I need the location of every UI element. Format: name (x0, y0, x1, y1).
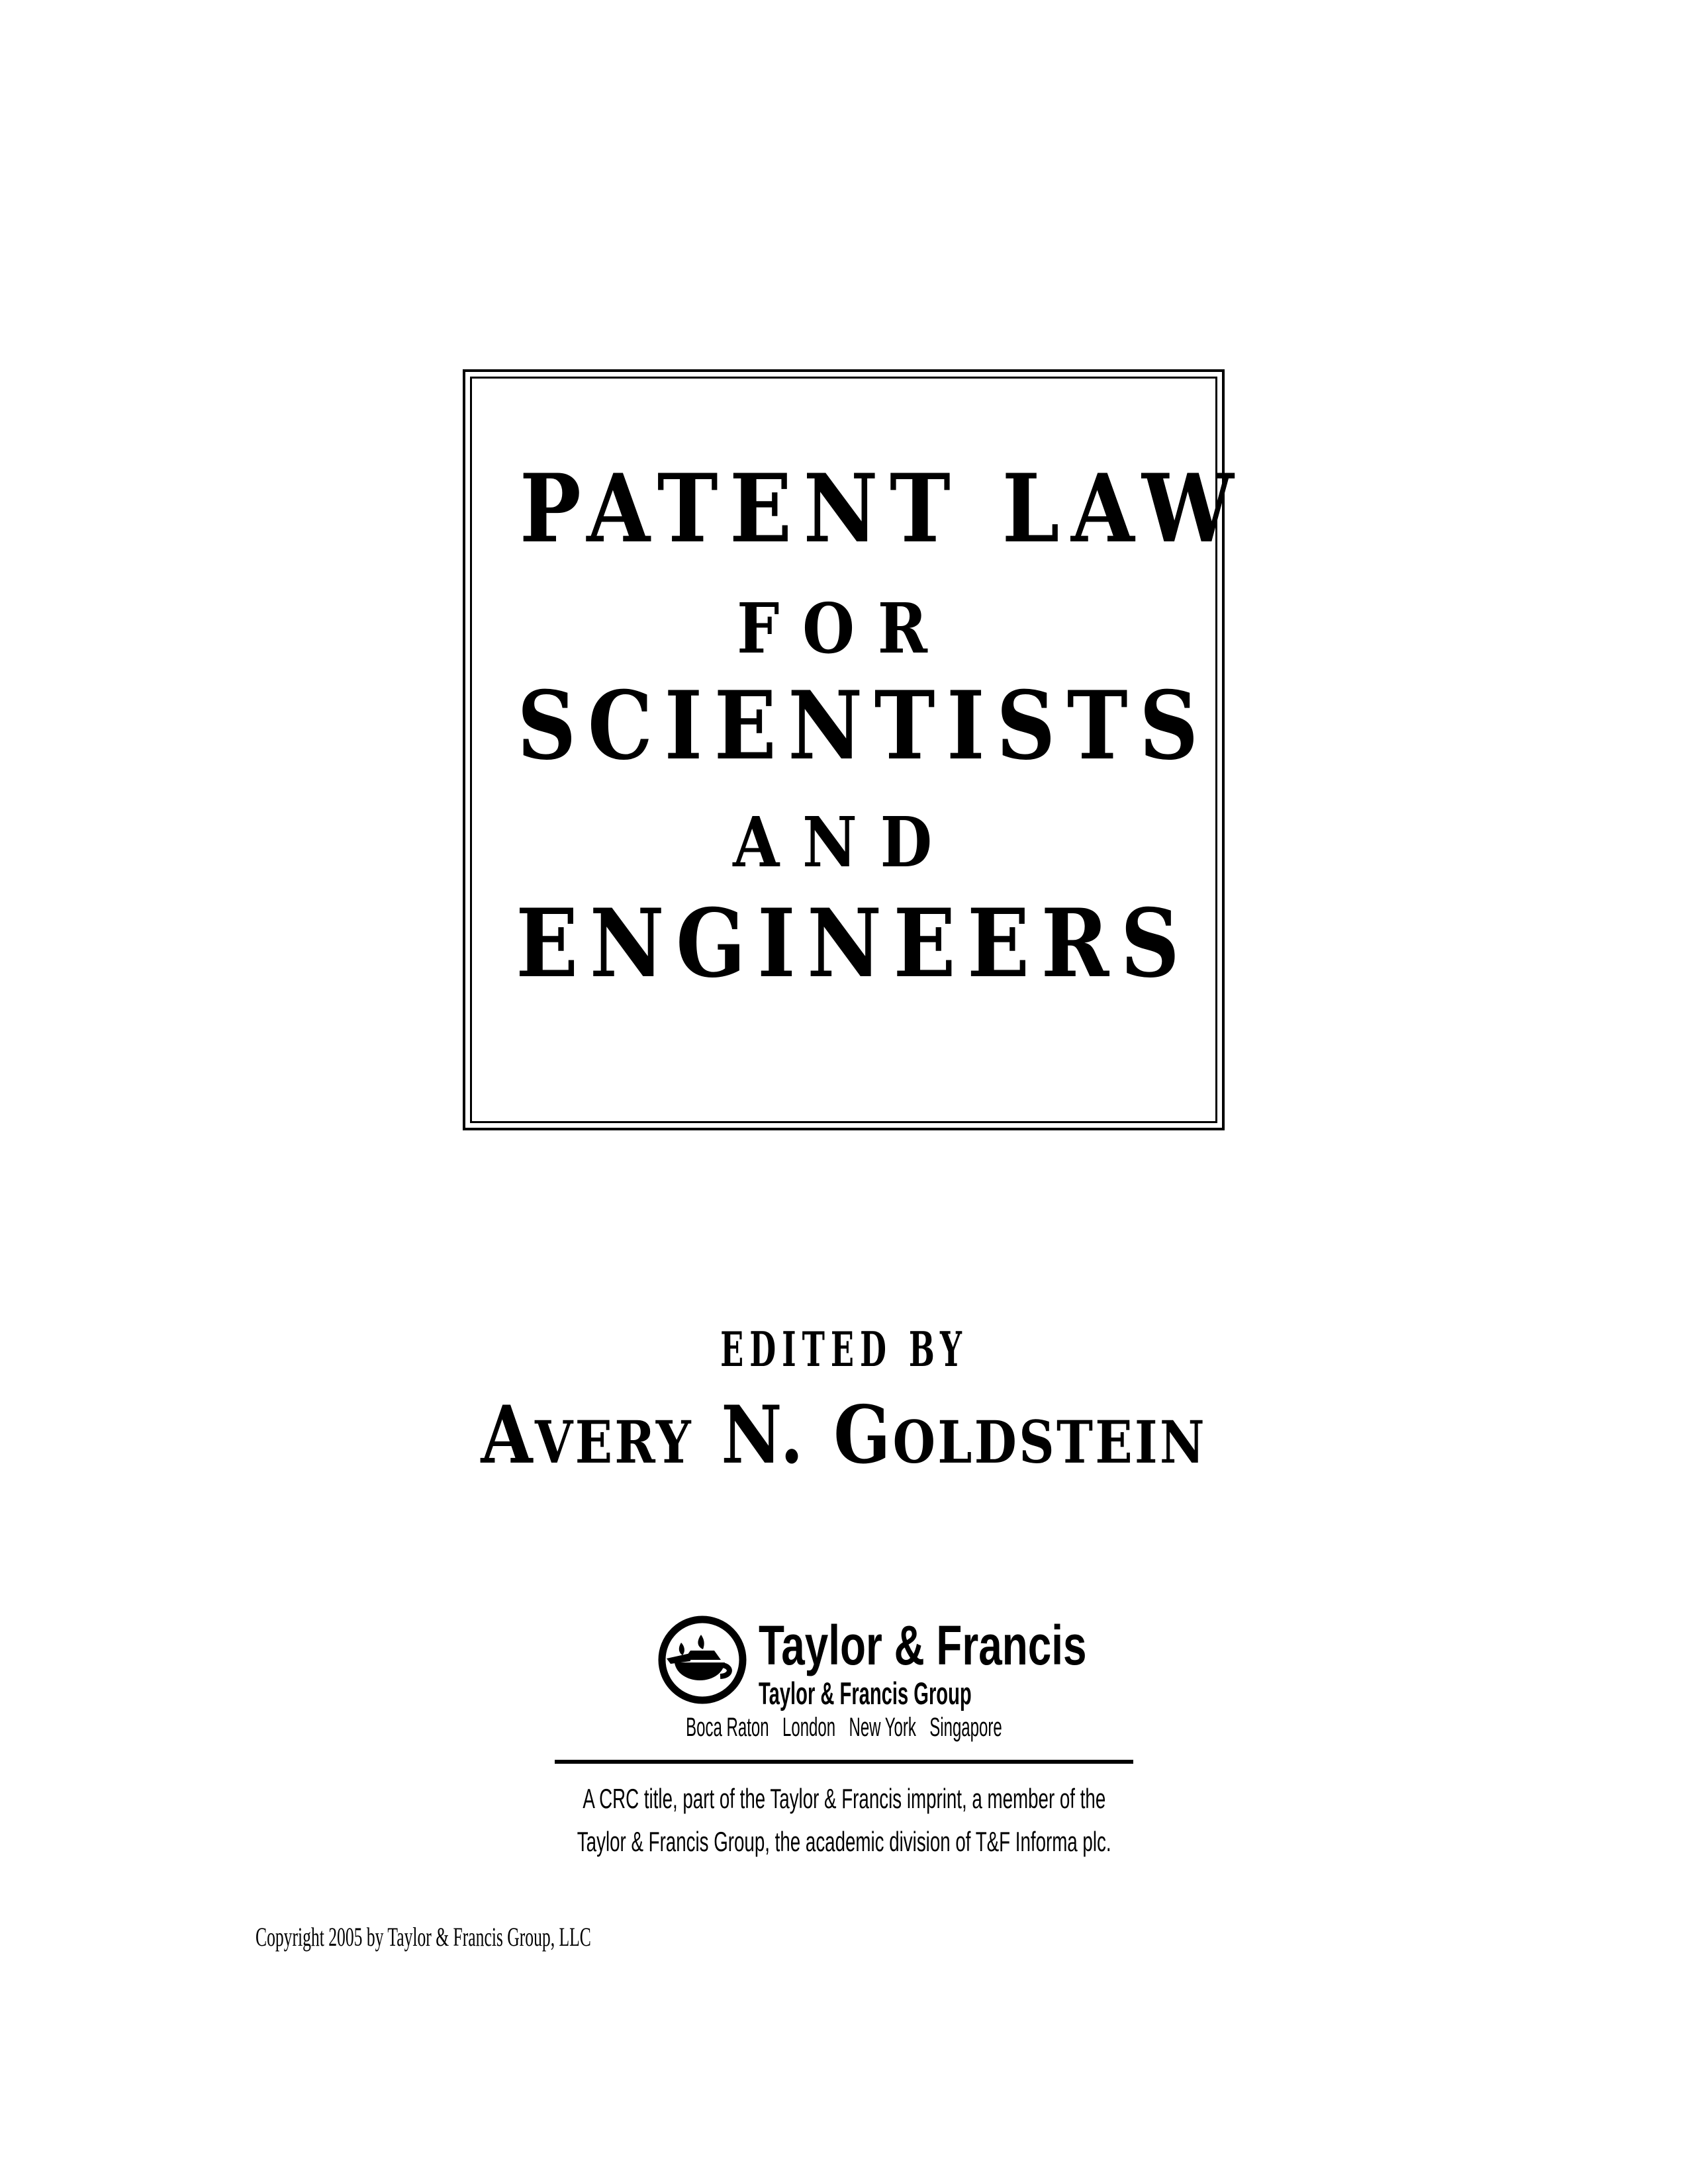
divider-rule (555, 1760, 1133, 1764)
editor-name (0, 1388, 1688, 1482)
taylor-francis-teapot-logo-icon (657, 1615, 747, 1705)
publisher-group-line: Taylor & Francis Group (759, 1676, 972, 1711)
imprint-line-2: Taylor & Francis Group, the academic division of T&F Informa plc. (577, 1826, 1111, 1857)
city: Boca Raton (686, 1713, 769, 1742)
publisher-wordmark: Taylor & Francis (759, 1614, 1087, 1676)
publisher-cities (0, 1714, 1688, 1741)
edited-by-label: EDITED BY (720, 1321, 968, 1377)
book-title-line-3: SCIENTISTS (517, 671, 1210, 781)
editor-name-initial: G (833, 1388, 894, 1482)
title-frame (463, 369, 1246, 1130)
city: Singapore (929, 1713, 1002, 1742)
imprint-line-1: A CRC title, part of the Taylor & Francis imprint, a member of the (583, 1783, 1105, 1814)
book-title-line-5: ENGINEERS (516, 889, 1192, 999)
book-title-line-1: PATENT LAW (519, 454, 1246, 564)
city: New York (849, 1713, 916, 1742)
book-title-line-4: AND (732, 801, 955, 883)
editor-name-rest: VERY (535, 1408, 694, 1477)
city: London (782, 1713, 836, 1742)
copyright-line: Copyright 2005 by Taylor & Francis Group, LLC (256, 1922, 591, 1952)
editor-name-initial: N. (721, 1388, 806, 1482)
editor-name-initial: A (481, 1388, 536, 1482)
editor-name-rest: OLDSTEIN (893, 1408, 1207, 1477)
book-title-line-2: FOR (737, 588, 951, 669)
